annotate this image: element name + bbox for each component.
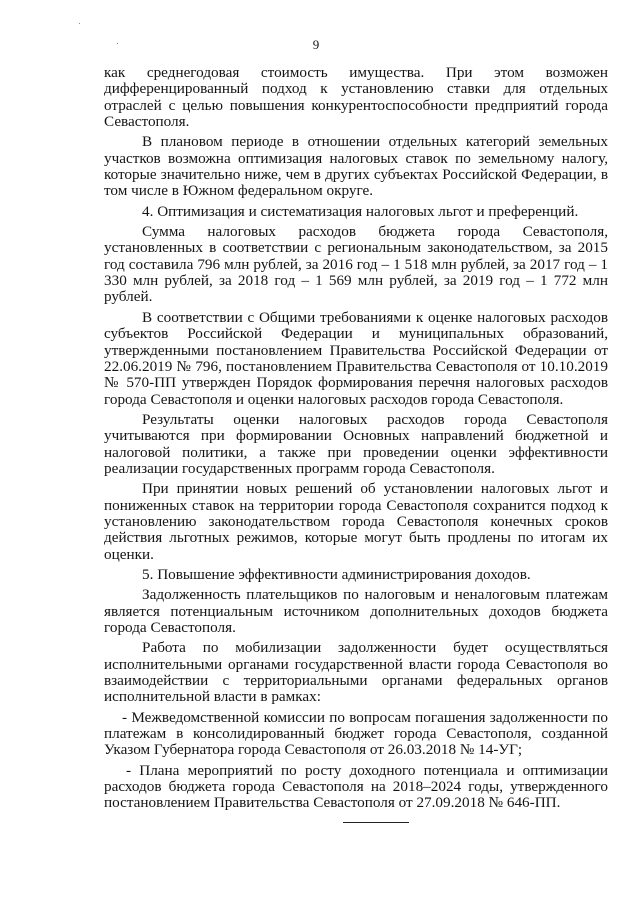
page-number: 9 [312,37,320,52]
paragraph-property-tax-continuation: как среднегодовая стоимость имущества. При этом возможен дифференцированный подход к установлению ставки для отдельных отраслей с целью повышения конкурентоспособности предприятий города Севастополя. [104,64,608,131]
list-item-commission: - Межведомственной комиссии по вопросам погашения задолженности по платежам в консолидированный бюджет города Севастополя, созданной Указом Губернатора города Севастополя от 26.03.2018 № 14-УГ; [104,708,608,759]
paragraph-mobilization: Работа по мобилизации задолженности будет осуществляться исполнительными органами государственной власти города Севастополя во взаимодействии с территориальными органами федеральных органов исполнительной власти в рамках: [104,639,608,706]
paragraph-tax-expenditure-amounts: Сумма налоговых расходов бюджета города Севастополя, установленных в соответствии с региональным законодательством, за 2015 год составила 796 млн рублей, за 2016 год – 1 518 млн рублей, за 2017 год – 1 330 млн рублей, за 2018 год – 1 569 млн рублей, за 2019 год – 1 772 млн рублей. [104,223,608,306]
closing-rule [343,822,409,823]
paragraph-land-tax: В плановом периоде в отношении отдельных категорий земельных участков возможна оптимизация налоговых ставок по земельному налогу, которые значительно ниже, чем в других субъектах Российской Федерации, в том числе в Южном федеральном округе. [104,133,608,200]
section-heading-tax-benefits: 4. Оптимизация и систематизация налоговых льгот и преференций. [142,202,579,220]
paragraph-general-requirements: В соответствии с Общими требованиями к оценке налоговых расходов субъектов Российской Федерации и муниципальных образований, утвержденными постановлением Правительства Российской Федерации от 22.06.2019 № 796, постановлением Правительства Севастополя от 10.10.2019 № 570-ПП утвержден Порядок формирования перечня налоговых расходов города Севастополя и оценки налоговых расходов города Севастополя. [104,308,608,408]
scan-speck [79,23,80,24]
section-heading-revenue-administration: 5. Повышение эффективности администрирования доходов. [142,565,531,583]
document-body [104,65,608,816]
paragraph-arrears: Задолженность плательщиков по налоговым и неналоговым платежам является потенциальным источником дополнительных доходов бюджета города Севастополя. [104,586,608,636]
paragraph-evaluation-results: Результаты оценки налоговых расходов города Севастополя учитываются при формировании Основных направлений бюджетной и налоговой политики, а также при проведении оценки эффективности реализации государственных программ города Севастополя. [104,410,608,477]
paragraph-new-decisions: При принятии новых решений об установлении налоговых льгот и пониженных ставок на территории города Севастополя сохранится подход к установлению законодательством города Севастополя конечных сроков действия льготных режимов, которые могут быть продлены по итогам их оценки. [104,480,608,563]
list-item-action-plan: - Плана мероприятий по росту доходного потенциала и оптимизации расходов бюджета города Севастополя на 2018–2024 годы, утвержденного постановлением Правительства Севастополя от 27.09.2018 № 646-ПП. [104,761,608,812]
